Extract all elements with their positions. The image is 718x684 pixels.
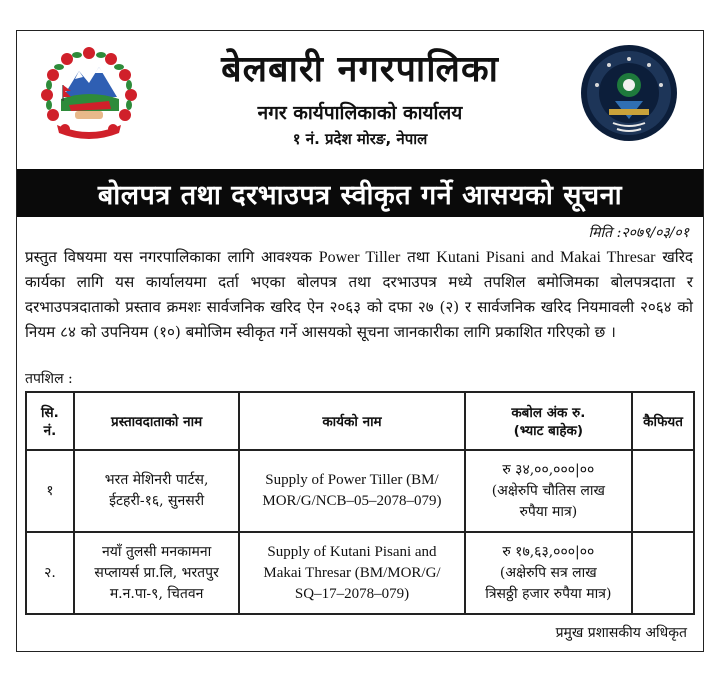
cell-amount (465, 450, 632, 532)
notice-title: बोलपत्र तथा दरभाउपत्र स्वीकृत गर्ने आसयको सूचना (17, 169, 703, 217)
schedule-label: तपशिल : (25, 371, 73, 387)
body-text-part: खरिद कार्यका लागि यस कार्यालयमा दर्ता भएका बोलपत्र तथा दरभाउपत्र मध्ये तपशिल बमोजिमका बोलपत्रदाता र दरभाउपत्रदाताको प्रस्ताव क्रमशः सार्वजनिक खरिद ऐन २०६३ को दफा २७ (२) र सार्वजनिक खरिद नियमावली २०६४ को नियम ८४ को उपनियम (१०) बमोजिम स्वीकृत गर्ने आसयको सूचना जानकारीका लागि प्रकाशित गरिएको छ । (25, 248, 693, 341)
amount-line: (अक्षेरुपि चौतिस लाख (491, 482, 605, 499)
cell-serial: २. (26, 532, 74, 614)
header-sn-line2: नं. (43, 423, 57, 439)
body-text-part: प्रस्तुत विषयमा यस नगरपालिकाका लागि आवश्यक (25, 248, 319, 266)
organization-name: बेलबारी नगरपालिका (221, 49, 499, 90)
header-bid-amount (465, 392, 632, 450)
bidder-line: म.न.पा-९, चितवन (109, 585, 204, 602)
amount-line: त्रिसठ्ठी हजार रुपैया मात्र) (485, 585, 612, 602)
body-item-power-tiller: Power Tiller (318, 249, 401, 266)
amount-line: रु ३४,००,०००|०० (502, 461, 595, 478)
signatory-title: प्रमुख प्रशासकीय अधिकृत (555, 625, 687, 641)
office-address: १ नं. प्रदेश मोरङ, नेपाल (292, 130, 428, 148)
header-serial-number (26, 392, 74, 450)
body-text-part: तथा (400, 248, 437, 266)
bidder-line: नयाँ तुलसी मनकामना (101, 543, 212, 560)
work-line: Supply of Power Tiller (BM/ (265, 472, 439, 488)
work-line: Supply of Kutani Pisani and (267, 543, 437, 560)
body-item-kutani-pisani: Kutani Pisani and Makai Thresar (436, 249, 656, 266)
notice-frame (16, 30, 704, 652)
table-header-row (26, 392, 694, 450)
header-amount-line2: (भ्याट बाहेक) (513, 423, 584, 439)
header-work-name: कार्यको नाम (239, 392, 464, 450)
table-row (26, 450, 694, 532)
bidder-line: भरत मेशिनरी पार्टस, (104, 472, 209, 488)
bid-table (25, 391, 695, 615)
cell-bidder (74, 450, 239, 532)
cell-work (239, 532, 464, 614)
work-line: Makai Thresar (BM/MOR/G/ (263, 564, 441, 581)
table-row (26, 532, 694, 614)
header-remarks: कैफियत (632, 392, 694, 450)
work-line: SQ–17–2078–079) (294, 585, 410, 602)
header-bidder-name: प्रस्तावदाताको नाम (74, 392, 239, 450)
amount-line: (अक्षेरुपि सत्र लाख (499, 564, 597, 581)
header-amount-line1: कबोल अंक रु. (511, 405, 586, 421)
bidder-line: सप्लायर्स प्रा.लि, भरतपुर (94, 564, 219, 581)
cell-serial: १ (26, 450, 74, 532)
letterhead (17, 31, 703, 159)
work-line: MOR/G/NCB–05–2078–079) (262, 493, 442, 509)
cell-remarks (632, 532, 694, 614)
municipality-seal-icon (579, 43, 679, 143)
amount-line: रु १७,६३,०००|०० (502, 543, 595, 560)
cell-remarks (632, 450, 694, 532)
cell-work (239, 450, 464, 532)
office-name: नगर कार्यपालिकाको कार्यालय (257, 102, 463, 124)
amount-line: रुपैया मात्र) (519, 503, 578, 520)
notice-date: मिति :२०७९/०३/०१ (588, 225, 689, 241)
cell-amount (465, 532, 632, 614)
header-sn-line1: सि. (41, 405, 59, 421)
cell-bidder (74, 532, 239, 614)
notice-body (25, 245, 693, 345)
bidder-line: ईटहरी-१६, सुनसरी (109, 493, 205, 509)
